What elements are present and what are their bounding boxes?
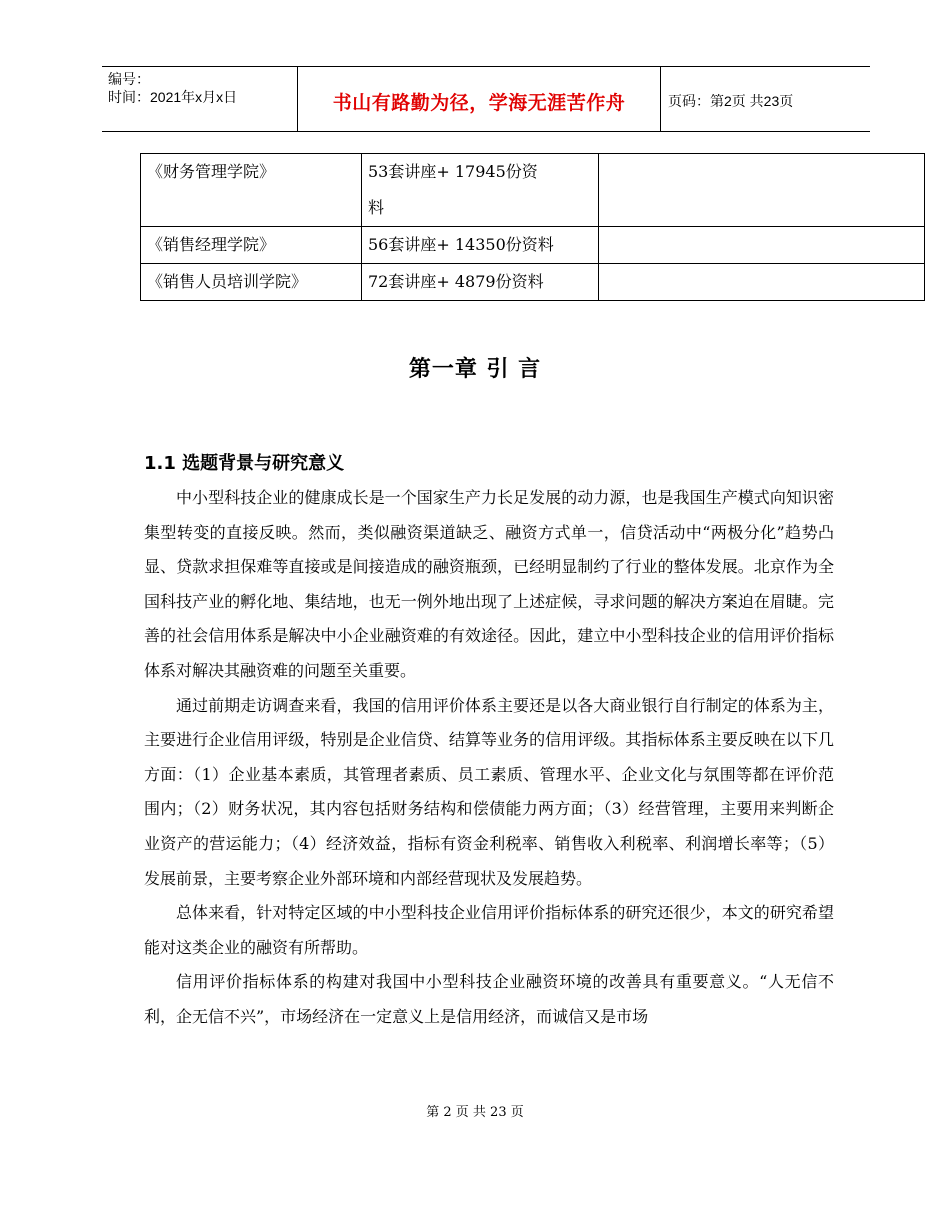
table-cell-empty [599,227,925,264]
paragraph: 信用评价指标体系的构建对我国中小型科技企业融资环境的改善具有重要意义。“人无信不利，企无信不兴”，市场经济在一定意义上是信用经济，而诚信又是市场 [144,972,834,1026]
table-cell-line: 料 [368,198,385,217]
header-meta [108,70,237,106]
table-cell-content [362,154,599,227]
table-cell-name: 《财务管理学院》 [141,154,362,227]
table-cell-empty [599,264,925,301]
paragraph: 总体来看，针对特定区域的中小型科技企业信用评价指标体系的研究还很少，本文的研究希望能对这类企业的融资有所帮助。 [144,903,834,957]
table-cell-content: 72套讲座+ 4879份资料 [362,264,599,301]
resource-table [140,153,925,301]
paragraph: 中小型科技企业的健康成长是一个国家生产力长足发展的动力源，也是我国生产模式向知识密集型转变的直接反映。然而，类似融资渠道缺乏、融资方式单一，信贷活动中“两极分化”趋势凸显、贷款求担保难等直接或是间接造成的融资瓶颈，已经明显制约了行业的整体发展。北京作为全国科技产业的孵化地、集结地，也无一例外地出现了上述症候，寻求问题的解决方案迫在眉睫。完善的社会信用体系是解决中小企业融资难的有效途径。因此，建立中小型科技企业的信用评价指标体系对解决其融资难的问题至关重要。 [144,488,834,680]
chapter-title: 第一章 引 言 [408,357,542,382]
section-title: 1.1 选题背景与研究意义 [144,453,345,474]
header-top-rule [102,66,870,67]
table-row [141,154,925,227]
body-text [144,481,834,1035]
page-footer: 第 2 页 共 23 页 [426,1105,524,1120]
table-row [141,264,925,301]
header-bottom-rule [102,131,870,132]
table-cell-empty [599,154,925,227]
table-cell-line: 53套讲座+ 17945份资 [368,162,538,181]
header-motto: 书山有路勤为径，学海无涯苦作舟 [332,92,626,114]
doc-number-label: 编号： [108,71,150,87]
doc-time-label: 时间：2021年x月x日 [108,89,238,105]
header-page-info: 页码：第2页 共23页 [668,93,794,109]
header-divider [660,66,661,131]
table-cell-name: 《销售经理学院》 [141,227,362,264]
table-row [141,227,925,264]
table-cell-content: 56套讲座+ 14350份资料 [362,227,599,264]
paragraph: 通过前期走访调查来看，我国的信用评价体系主要还是以各大商业银行自行制定的体系为主，主要进行企业信用评级，特别是企业信贷、结算等业务的信用评级。其指标体系主要反映在以下几方面：（1）企业基本素质，其管理者素质、员工素质、管理水平、企业文化与氛围等都在评价范围内；（2）财务状况，其内容包括财务结构和偿债能力两方面；（3）经营管理，主要用来判断企业资产的营运能力；（4）经济效益，指标有资金利税率、销售收入利税率、利润增长率等；（5）发展前景，主要考察企业外部环境和内部经营现状及发展趋势。 [144,695,834,888]
table-cell-name: 《销售人员培训学院》 [141,264,362,301]
